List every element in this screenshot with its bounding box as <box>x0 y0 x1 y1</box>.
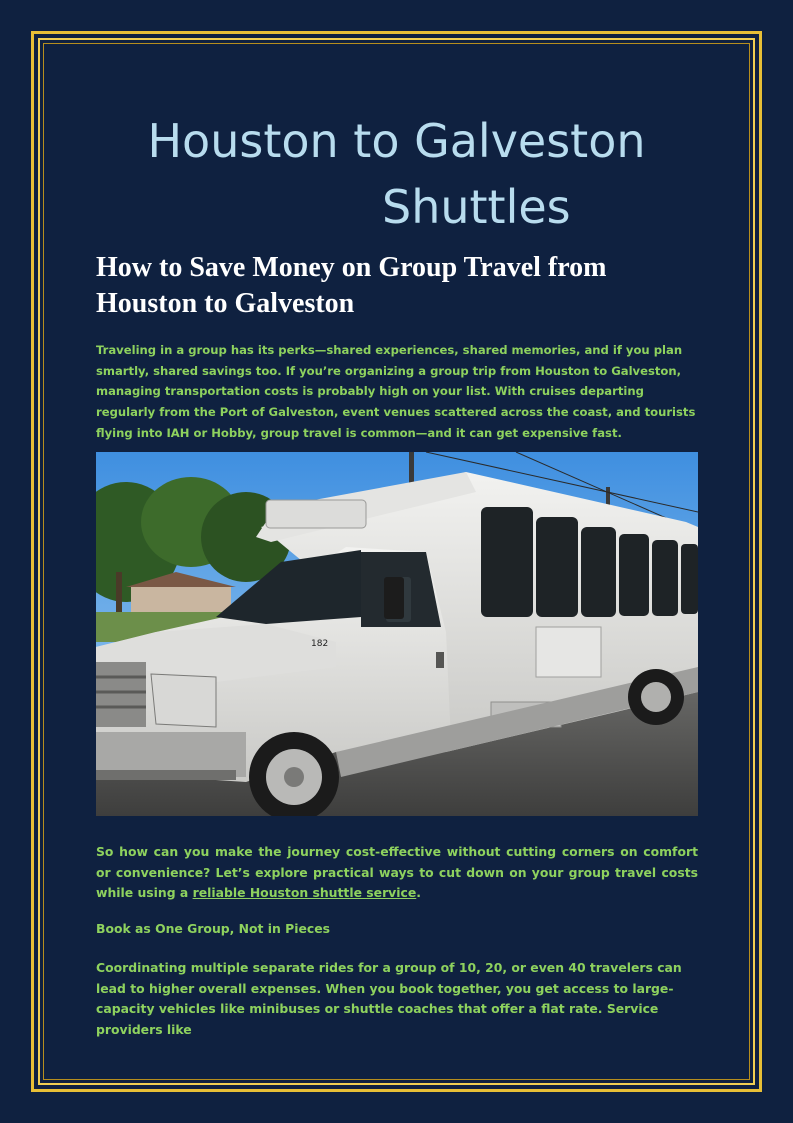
page-title-line2: Shuttles <box>382 180 571 234</box>
bus-number-label: 182 <box>311 639 329 649</box>
body-paragraph-2 <box>96 842 698 904</box>
body-paragraph-3: Coordinating multiple separate rides for a group of 10, 20, or even 40 travelers can lead to higher overall expenses. When you book together, you get access to large-capacity vehicles like minibuses or shuttle coaches that offer a flat rate. Service providers like <box>96 960 682 1038</box>
para2-text-after: . <box>416 885 421 901</box>
shuttle-bus-photo <box>96 452 698 816</box>
article-headline: How to Save Money on Group Travel from Houston to Galveston <box>96 252 607 319</box>
page-title-line1: Houston to Galveston <box>147 114 646 168</box>
para2-text-before: So how can you make the journey cost-effective without cutting corners on comfort or convenience? Let’s explore practical ways to cut down on your group travel costs while using a <box>96 844 698 901</box>
reliable-shuttle-link[interactable]: reliable Houston shuttle service <box>192 885 417 901</box>
section-heading: Book as One Group, Not in Pieces <box>96 921 331 936</box>
intro-paragraph: Traveling in a group has its perks—shared experiences, shared memories, and if you plan smartly, shared savings too. If you’re organizing a group trip from Houston to Galveston, managing transportation costs is probably high on your list. With cruises departing regularly from the Port of Galveston, event venues scattered across the coast, and tourists flying into IAH or Hobby, group travel is common—and it can get expensive fast. <box>96 343 696 440</box>
